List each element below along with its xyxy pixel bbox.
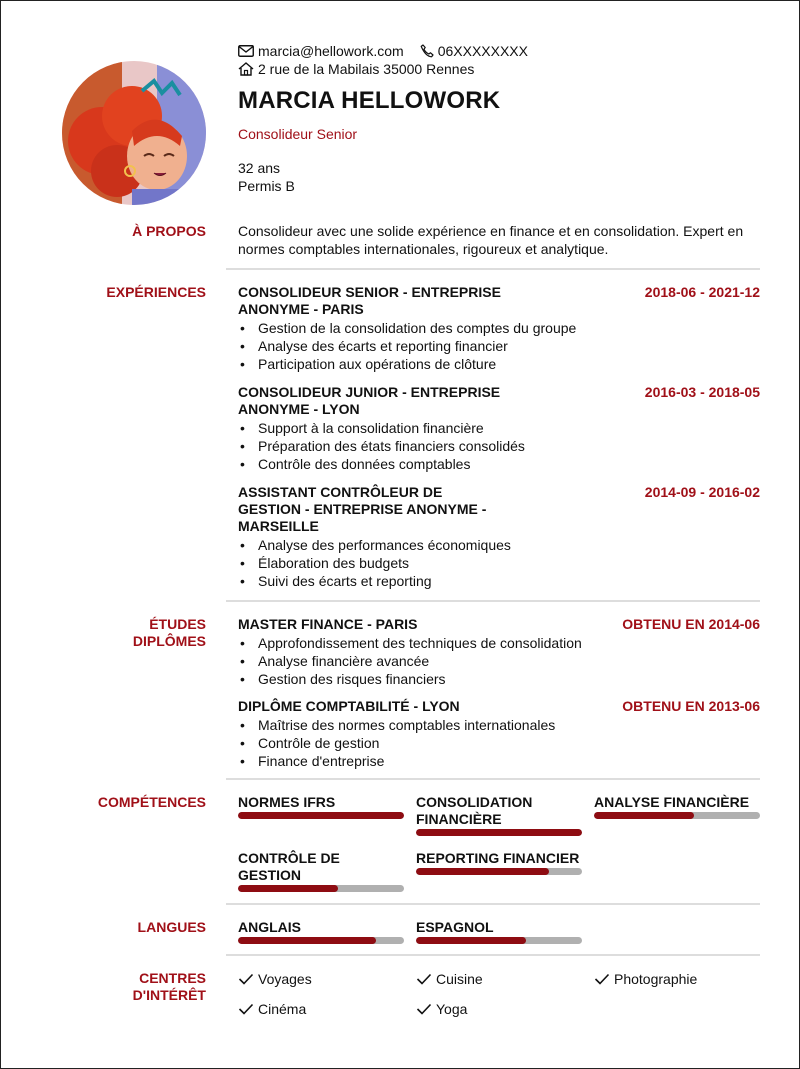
interest-label: Cinéma (258, 1001, 307, 1017)
phone-item[interactable] (420, 42, 528, 60)
home-icon (238, 62, 254, 76)
interest-item (238, 1000, 306, 1018)
section-label-line: CENTRES (139, 970, 206, 986)
skill-name: NORMES IFRS (238, 794, 336, 810)
experience-bullets (238, 419, 760, 473)
skill-item (238, 850, 404, 892)
checkmark-icon (238, 1003, 254, 1015)
education-entry (238, 698, 760, 770)
list-item: • Approfondissement des techniques de consolidation (238, 634, 760, 652)
list-item: • Analyse des écarts et reporting financier (238, 337, 760, 355)
skill-bar-fill (238, 812, 404, 819)
section-divider (226, 600, 760, 602)
section-label-line: D'INTÉRÊT (132, 987, 206, 1003)
email-item[interactable] (238, 42, 404, 60)
interest-label: Yoga (436, 1001, 468, 1017)
experience-bullets (238, 536, 760, 590)
list-item: • Analyse financière avancée (238, 652, 760, 670)
language-bar (238, 937, 404, 944)
section-divider (226, 903, 760, 905)
candidate-name: MARCIA HELLOWORK (238, 87, 501, 114)
education-bullets (238, 634, 760, 688)
checkmark-icon (238, 973, 254, 985)
license-text: Permis B (238, 178, 295, 194)
skill-bar-fill (594, 812, 694, 819)
interest-item (416, 1000, 467, 1018)
skill-item (594, 794, 760, 819)
list-item: • Finance d'entreprise (238, 752, 760, 770)
section-label-line: ÉTUDES (149, 616, 206, 632)
section-label-experiences: EXPÉRIENCES (106, 284, 206, 300)
section-label-languages: LANGUES (137, 919, 206, 935)
experience-title: CONSOLIDEUR SENIOR - ENTREPRISE ANONYME - PARIS (238, 284, 501, 317)
interest-item (594, 970, 697, 988)
education-date: OBTENU EN 2013-06 (622, 698, 760, 714)
skill-name: CONTRÔLE DE GESTION (238, 850, 340, 883)
skill-bar-fill (416, 868, 549, 875)
language-name: ESPAGNOL (416, 919, 494, 935)
skill-bar (238, 812, 404, 819)
address-item (238, 60, 474, 78)
section-label-about: À PROPOS (132, 223, 206, 239)
skill-bar-fill (416, 829, 582, 836)
section-label-line: DIPLÔMES (132, 633, 206, 649)
list-item: • Contrôle des données comptables (238, 455, 760, 473)
experience-title: ASSISTANT CONTRÔLEUR DE GESTION - ENTREPRISE ANONYME - MARSEILLE (238, 484, 487, 534)
experience-date: 2014-09 - 2016-02 (644, 484, 760, 500)
list-item: • Élaboration des budgets (238, 554, 760, 572)
skill-name: CONSOLIDATION FINANCIÈRE (416, 794, 533, 827)
section-label-skills: COMPÉTENCES (97, 794, 206, 810)
language-bar-fill (238, 937, 376, 944)
section-divider (226, 268, 760, 270)
section-divider (226, 954, 760, 956)
experience-entry (238, 484, 760, 590)
skill-bar (416, 829, 582, 836)
section-label-interests (61, 970, 206, 1004)
interest-label: Photographie (614, 971, 698, 987)
list-item: • Maîtrise des normes comptables internationales (238, 716, 760, 734)
skill-bar (416, 868, 582, 875)
envelope-icon (238, 45, 254, 57)
list-item: • Analyse des performances économiques (238, 536, 760, 554)
checkmark-icon (594, 973, 610, 985)
experience-title: CONSOLIDEUR JUNIOR - ENTREPRISE ANONYME - LYON (238, 384, 501, 417)
language-bar (416, 937, 582, 944)
about-text: Consolideur avec une solide expérience en finance et en consolidation. Expert en normes comptables internationales, rigoureux et analytique. (238, 223, 744, 257)
list-item: • Gestion de la consolidation des comptes du groupe (238, 319, 760, 337)
checkmark-icon (416, 973, 432, 985)
education-date: OBTENU EN 2014-06 (622, 616, 760, 632)
education-bullets (238, 716, 760, 770)
education-title: DIPLÔME COMPTABILITÉ - LYON (238, 698, 460, 714)
education-title: MASTER FINANCE - PARIS (238, 616, 418, 632)
interest-item (416, 970, 483, 988)
interest-label: Cuisine (436, 971, 483, 987)
checkmark-icon (416, 1003, 432, 1015)
email-text: marcia@hellowork.com (258, 43, 404, 59)
age-text: 32 ans (238, 160, 281, 176)
address-text: 2 rue de la Mabilais 35000 Rennes (258, 61, 475, 77)
skill-bar (594, 812, 760, 819)
education-entry (238, 616, 760, 688)
interest-item (238, 970, 312, 988)
list-item: • Contrôle de gestion (238, 734, 760, 752)
avatar (62, 61, 206, 205)
interest-label: Voyages (258, 971, 312, 987)
skill-bar (238, 885, 404, 892)
avatar-illustration (62, 61, 206, 205)
skill-name: ANALYSE FINANCIÈRE (594, 794, 750, 810)
experience-date: 2018-06 - 2021-12 (644, 284, 760, 300)
skill-item (416, 794, 582, 836)
experience-date: 2016-03 - 2018-05 (644, 384, 760, 400)
list-item: • Gestion des risques financiers (238, 670, 760, 688)
list-item: • Participation aux opérations de clôture (238, 355, 760, 373)
skill-item (238, 794, 404, 819)
list-item: • Suivi des écarts et reporting (238, 572, 760, 590)
list-item: • Support à la consolidation financière (238, 419, 760, 437)
language-item (416, 919, 582, 944)
phone-text: 06XXXXXXXX (437, 43, 528, 59)
phone-icon (420, 44, 434, 58)
language-item (238, 919, 404, 944)
section-divider (226, 778, 760, 780)
language-bar-fill (416, 937, 526, 944)
experience-entry (238, 284, 760, 373)
section-label-education (61, 616, 206, 650)
skill-bar-fill (238, 885, 338, 892)
job-title: Consolideur Senior (238, 126, 358, 142)
contact-block (238, 42, 544, 78)
skill-item (416, 850, 582, 875)
personal-info (238, 159, 295, 195)
experience-bullets (238, 319, 760, 373)
experience-entry (238, 384, 760, 473)
skill-name: REPORTING FINANCIER (416, 850, 580, 866)
language-name: ANGLAIS (238, 919, 301, 935)
list-item: • Préparation des états financiers consolidés (238, 437, 760, 455)
